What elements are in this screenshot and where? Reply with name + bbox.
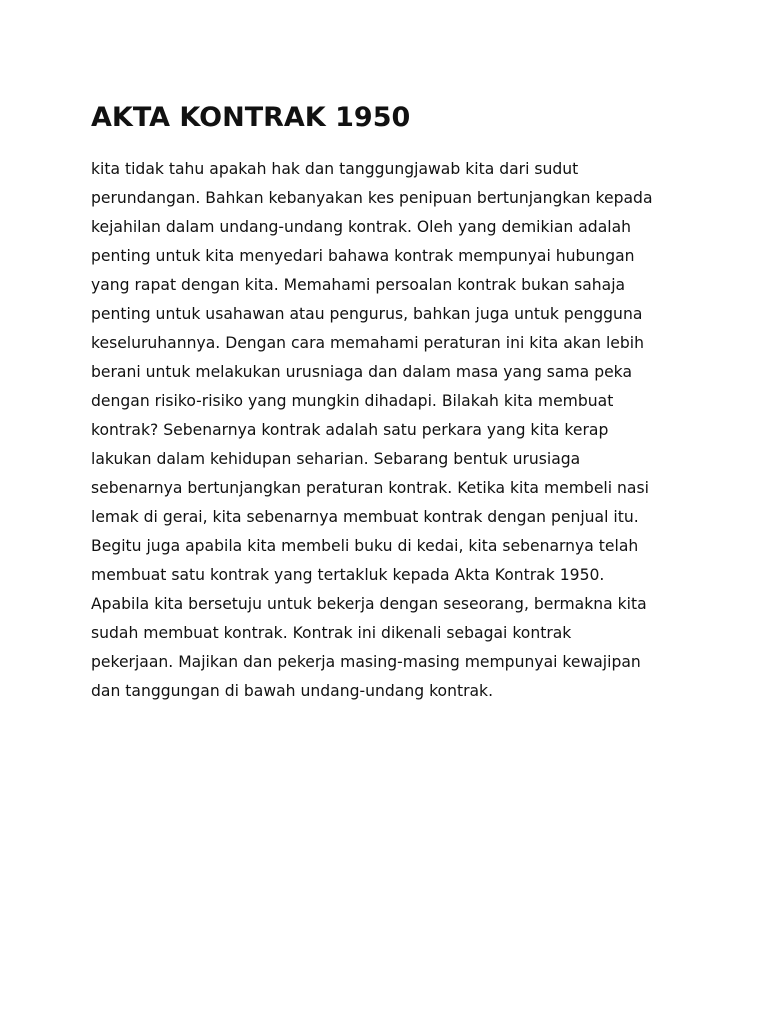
paragraph-line: perundangan. Bahkan kebanyakan kes penipuan bertunjangkan kepada: [91, 189, 653, 207]
body-paragraph: [91, 155, 691, 706]
paragraph-line: kejahilan dalam undang-undang kontrak. Oleh yang demikian adalah: [91, 218, 632, 236]
paragraph-line: sebenarnya bertunjangkan peraturan kontrak. Ketika kita membeli nasi: [91, 479, 649, 497]
paragraph-line: penting untuk kita menyedari bahawa kontrak mempunyai hubungan: [91, 247, 635, 265]
paragraph-line: berani untuk melakukan urusniaga dan dalam masa yang sama peka: [91, 363, 632, 381]
paragraph-line: penting untuk usahawan atau pengurus, bahkan juga untuk pengguna: [91, 305, 643, 323]
paragraph-line: sudah membuat kontrak. Kontrak ini dikenali sebagai kontrak: [91, 624, 572, 642]
paragraph-line: Apabila kita bersetuju untuk bekerja dengan seseorang, bermakna kita: [91, 595, 647, 613]
document-title: AKTA KONTRAK 1950: [91, 102, 411, 133]
paragraph-line: dengan risiko-risiko yang mungkin dihadapi. Bilakah kita membuat: [91, 392, 614, 410]
paragraph-line: lemak di gerai, kita sebenarnya membuat kontrak dengan penjual itu.: [91, 508, 639, 526]
paragraph-line: kita tidak tahu apakah hak dan tanggungjawab kita dari sudut: [91, 160, 579, 178]
paragraph-line: lakukan dalam kehidupan seharian. Sebarang bentuk urusiaga: [91, 450, 581, 468]
paragraph-line: dan tanggungan di bawah undang-undang kontrak.: [91, 682, 494, 700]
paragraph-line: kontrak? Sebenarnya kontrak adalah satu perkara yang kita kerap: [91, 421, 609, 439]
paragraph-line: membuat satu kontrak yang tertakluk kepada Akta Kontrak 1950.: [91, 566, 605, 584]
paragraph-line: keseluruhannya. Dengan cara memahami peraturan ini kita akan lebih: [91, 334, 644, 352]
paragraph-line: Begitu juga apabila kita membeli buku di kedai, kita sebenarnya telah: [91, 537, 639, 555]
paragraph-line: pekerjaan. Majikan dan pekerja masing-masing mempunyai kewajipan: [91, 653, 641, 671]
paragraph-line: yang rapat dengan kita. Memahami persoalan kontrak bukan sahaja: [91, 276, 626, 294]
